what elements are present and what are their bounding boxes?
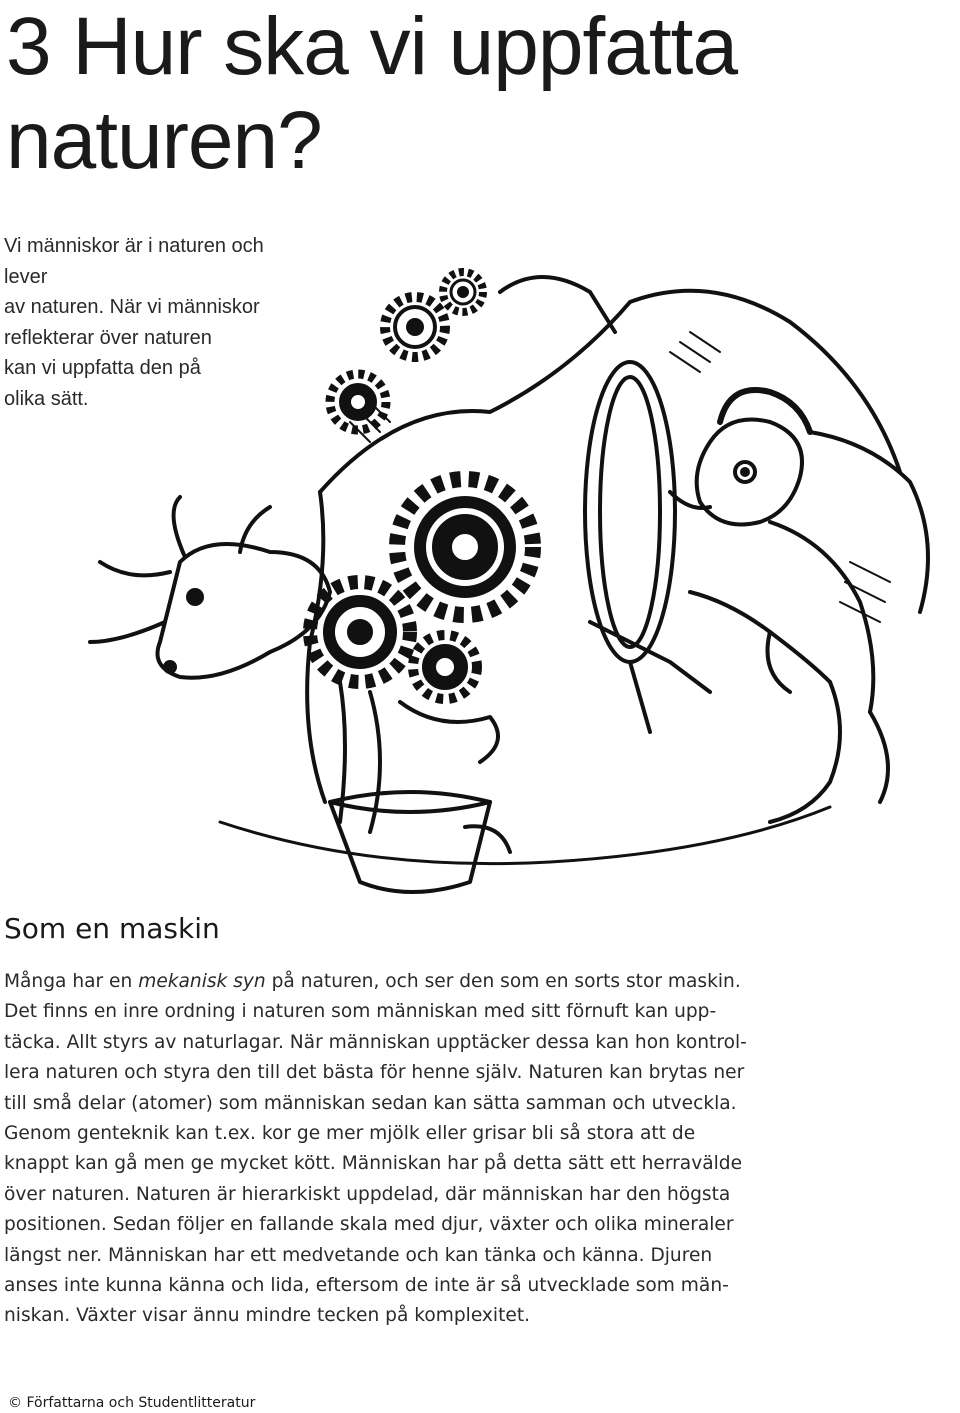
body-line: till små delar (atomer) som människan sedan kan sätta samman och utveckla. [4,1092,737,1114]
title-line: naturen? [6,95,322,186]
body-line: täcka. Allt styrs av naturlagar. När människan upptäcker dessa kan hon kontrol- [4,1031,747,1053]
title-line: 3 Hur ska vi uppfatta [6,1,738,92]
intro-line: reflekterar över naturen [4,326,212,349]
intro-line: av naturen. När vi människor [4,296,260,318]
intro-line: Vi människor är i naturen och lever [4,235,264,288]
cow-machine-illustration [70,262,960,902]
page-title [6,0,906,188]
body-line: Det finns en inre ordning i naturen som människan med sitt förnuft kan upp- [4,1001,717,1023]
body-line: längst ner. Människan har ett medvetande och kan tänka och känna. Djuren [4,1244,713,1266]
section-heading: Som en maskin [4,912,220,945]
intro-line: olika sätt. [4,387,89,410]
body-paragraph [4,967,794,1332]
body-line: lera naturen och styra den till det bästa för henne själv. Naturen kan brytas ner [4,1062,745,1084]
body-line: Genom genteknik kan t.ex. kor ge mer mjölk eller grisar bli så stora att de [4,1123,696,1145]
intro-line: kan vi uppfatta den på [4,357,201,379]
body-line: knappt kan gå men ge mycket kött. Människan har på detta sätt ett herravälde [4,1153,743,1175]
body-line: över naturen. Naturen är hierarkiskt uppdelad, där människan har den högsta [4,1183,731,1205]
body-line: Många har en mekanisk syn på naturen, och ser den som en sorts stor maskin. [4,971,741,992]
body-line: niskan. Växter visar ännu mindre tecken på komplexitet. [4,1305,531,1327]
copyright-footer: © Författarna och Studentlitteratur [8,1395,256,1411]
body-line: positionen. Sedan följer en fallande skala med djur, växter och olika mineraler [4,1214,734,1236]
body-line: anses inte kunna känna och lida, eftersom de inte är så utvecklade som män- [4,1275,729,1297]
emphasis-term: mekanisk syn [138,971,266,992]
